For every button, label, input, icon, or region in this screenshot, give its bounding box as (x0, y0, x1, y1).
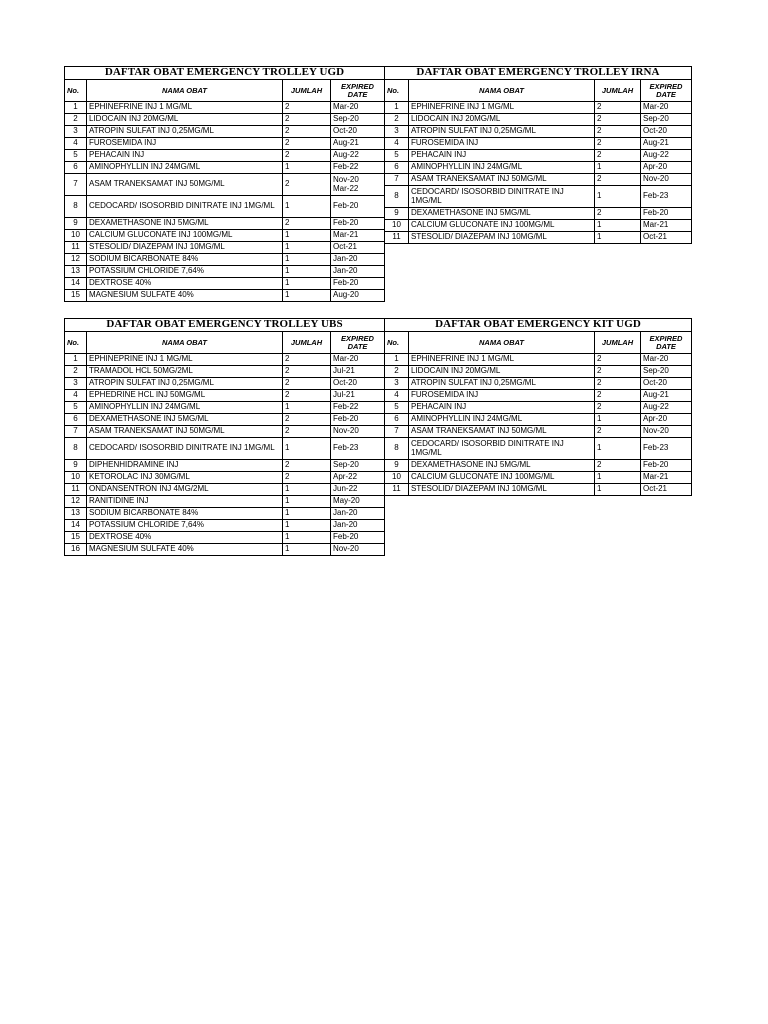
table-row (385, 208, 692, 220)
row-number: 1 (385, 354, 409, 366)
header-jumlah: JUMLAH (283, 80, 331, 102)
expired-date: Mar-21 (331, 230, 385, 242)
quantity: 2 (595, 208, 641, 220)
table-row (65, 242, 385, 254)
header-expired-date: EXPIRED DATE (641, 332, 692, 354)
quantity: 2 (283, 218, 331, 230)
row-number: 3 (65, 126, 87, 138)
table-row (65, 472, 385, 484)
row-number: 4 (385, 390, 409, 402)
row-number: 7 (385, 426, 409, 438)
expired-date: Mar-20 (641, 354, 692, 366)
table-row (65, 174, 385, 196)
quantity: 1 (283, 544, 331, 556)
table-row (65, 162, 385, 174)
table-row (65, 266, 385, 278)
drug-name: LIDOCAIN INJ 20MG/ML (409, 114, 595, 126)
quantity: 2 (595, 426, 641, 438)
quantity: 2 (595, 378, 641, 390)
quantity: 2 (595, 402, 641, 414)
row-number: 9 (385, 460, 409, 472)
quantity: 2 (595, 390, 641, 402)
quantity: 2 (595, 174, 641, 186)
quantity: 1 (595, 472, 641, 484)
table-row (65, 460, 385, 472)
quantity: 2 (283, 126, 331, 138)
row-number: 6 (65, 162, 87, 174)
expired-date: Jan-20 (331, 520, 385, 532)
table-row (385, 426, 692, 438)
quantity: 2 (595, 138, 641, 150)
quantity: 2 (283, 472, 331, 484)
table-trolley-irna (384, 66, 692, 244)
drug-name: ASAM TRANEKSAMAT INJ 50MG/ML (409, 426, 595, 438)
drug-name: MAGNESIUM SULFATE 40% (87, 544, 283, 556)
drug-name: AMINOPHYLLIN INJ 24MG/ML (409, 162, 595, 174)
table-row (65, 114, 385, 126)
header-expired-date: EXPIRED DATE (331, 332, 385, 354)
expired-date: Apr-20 (641, 162, 692, 174)
row-number: 8 (385, 186, 409, 208)
expired-date: Feb-23 (641, 186, 692, 208)
quantity: 1 (283, 230, 331, 242)
expired-date: Jan-20 (331, 508, 385, 520)
quantity: 2 (283, 354, 331, 366)
drug-name: TRAMADOL HCL 50MG/2ML (87, 366, 283, 378)
drug-name: CALCIUM GLUCONATE INJ 100MG/ML (409, 472, 595, 484)
row-number: 15 (65, 290, 87, 302)
table-row (65, 544, 385, 556)
table-row (65, 414, 385, 426)
header-no: No. (65, 332, 87, 354)
table-row (385, 220, 692, 232)
drug-name: ATROPIN SULFAT INJ 0,25MG/ML (87, 378, 283, 390)
table-row (385, 174, 692, 186)
table-row (385, 354, 692, 366)
expired-date: Sep-20 (331, 460, 385, 472)
table-row (385, 114, 692, 126)
table-title: DAFTAR OBAT EMERGENCY TROLLEY IRNA (385, 67, 692, 80)
table-row (65, 532, 385, 544)
quantity: 1 (283, 532, 331, 544)
drug-name: DEXTROSE 40% (87, 532, 283, 544)
drug-name: ATROPIN SULFAT INJ 0,25MG/ML (409, 378, 595, 390)
row-number: 13 (65, 508, 87, 520)
header-no: No. (385, 332, 409, 354)
table-row (65, 390, 385, 402)
row-number: 11 (65, 242, 87, 254)
row-number: 7 (65, 426, 87, 438)
expired-date: Oct-20 (331, 378, 385, 390)
header-nama-obat: NAMA OBAT (87, 332, 283, 354)
drug-name: POTASSIUM CHLORIDE 7,64% (87, 266, 283, 278)
table-row (65, 138, 385, 150)
table-title: DAFTAR OBAT EMERGENCY KIT UGD (385, 319, 692, 332)
expired-date: Feb-22 (331, 402, 385, 414)
table-row (65, 438, 385, 460)
expired-date: Feb-20 (641, 460, 692, 472)
quantity: 1 (283, 508, 331, 520)
drug-name: DEXAMETHASONE INJ 5MG/ML (87, 414, 283, 426)
table-row (65, 366, 385, 378)
quantity: 1 (595, 438, 641, 460)
drug-name: EPHEDRINE HCL INJ 50MG/ML (87, 390, 283, 402)
quantity: 2 (283, 138, 331, 150)
row-number: 6 (385, 414, 409, 426)
quantity: 1 (595, 186, 641, 208)
table-row (385, 186, 692, 208)
table-row (65, 484, 385, 496)
drug-name: RANITIDINE INJ (87, 496, 283, 508)
drug-name: FUROSEMIDA INJ (409, 390, 595, 402)
row-number: 8 (385, 438, 409, 460)
expired-date: Nov-20 (331, 544, 385, 556)
row-number: 11 (65, 484, 87, 496)
quantity: 1 (595, 414, 641, 426)
table-row (385, 402, 692, 414)
table-row (65, 520, 385, 532)
table-row (385, 150, 692, 162)
drug-name: ASAM TRANEKSAMAT INJ 50MG/ML (87, 426, 283, 438)
drug-name: LIDOCAIN INJ 20MG/ML (87, 114, 283, 126)
drug-name: POTASSIUM CHLORIDE 7,64% (87, 520, 283, 532)
table-row (65, 150, 385, 162)
table-row (385, 102, 692, 114)
quantity: 2 (283, 366, 331, 378)
drug-name: STESOLID/ DIAZEPAM INJ 10MG/ML (87, 242, 283, 254)
row-number: 5 (65, 150, 87, 162)
quantity: 1 (283, 520, 331, 532)
table-row (385, 162, 692, 174)
drug-name: EPHINEFRINE INJ 1 MG/ML (409, 102, 595, 114)
drug-name: DIPHENHIDRAMINE INJ (87, 460, 283, 472)
table-row (65, 254, 385, 266)
quantity: 1 (283, 290, 331, 302)
table-row (65, 290, 385, 302)
expired-date: Aug-21 (641, 390, 692, 402)
row-number: 14 (65, 278, 87, 290)
row-number: 8 (65, 196, 87, 218)
row-number: 8 (65, 438, 87, 460)
quantity: 2 (595, 114, 641, 126)
expired-date: Aug-22 (641, 402, 692, 414)
drug-name: CEDOCARD/ ISOSORBID DINITRATE INJ 1MG/ML (87, 438, 283, 460)
table-trolley-ugd (64, 66, 385, 302)
table-row (65, 230, 385, 242)
row-number: 5 (385, 402, 409, 414)
row-number: 13 (65, 266, 87, 278)
table-title: DAFTAR OBAT EMERGENCY TROLLEY UGD (65, 67, 385, 80)
quantity: 2 (283, 390, 331, 402)
expired-date: Feb-20 (641, 208, 692, 220)
drug-name: EPHINEPRINE INJ 1 MG/ML (87, 354, 283, 366)
row-number: 2 (385, 366, 409, 378)
quantity: 2 (595, 102, 641, 114)
expired-date: Nov-20 (641, 426, 692, 438)
row-number: 10 (385, 220, 409, 232)
expired-date: Aug-22 (331, 150, 385, 162)
drug-name: PEHACAIN INJ (87, 150, 283, 162)
expired-date: Oct-20 (331, 126, 385, 138)
quantity: 2 (595, 354, 641, 366)
quantity: 1 (595, 162, 641, 174)
row-number: 11 (385, 484, 409, 496)
table-row (385, 460, 692, 472)
quantity: 1 (283, 484, 331, 496)
quantity: 1 (283, 266, 331, 278)
expired-date: Oct-21 (641, 484, 692, 496)
row-number: 4 (65, 138, 87, 150)
row-number: 2 (65, 114, 87, 126)
quantity: 2 (283, 414, 331, 426)
expired-date: Mar-21 (641, 472, 692, 484)
expired-date: Apr-20 (641, 414, 692, 426)
drug-name: CEDOCARD/ ISOSORBID DINITRATE INJ 1MG/ML (409, 438, 595, 460)
drug-name: ASAM TRANEKSAMAT INJ 50MG/ML (87, 174, 283, 196)
row-number: 10 (65, 230, 87, 242)
drug-name: PEHACAIN INJ (409, 402, 595, 414)
expired-date: Nov-20 Mar-22 (331, 174, 385, 196)
header-nama-obat: NAMA OBAT (409, 80, 595, 102)
expired-date: Feb-20 (331, 414, 385, 426)
header-nama-obat: NAMA OBAT (409, 332, 595, 354)
row-number: 2 (65, 366, 87, 378)
drug-name: CEDOCARD/ ISOSORBID DINITRATE INJ 1MG/ML (87, 196, 283, 218)
drug-name: ATROPIN SULFAT INJ 0,25MG/ML (409, 126, 595, 138)
expired-date: Feb-22 (331, 162, 385, 174)
expired-date: Mar-21 (641, 220, 692, 232)
quantity: 2 (283, 174, 331, 196)
header-nama-obat: NAMA OBAT (87, 80, 283, 102)
row-number: 10 (385, 472, 409, 484)
table-row (385, 138, 692, 150)
expired-date: Oct-21 (641, 232, 692, 244)
table-row (65, 508, 385, 520)
drug-name: FUROSEMIDA INJ (409, 138, 595, 150)
quantity: 2 (283, 102, 331, 114)
quantity: 2 (283, 150, 331, 162)
drug-name: DEXTROSE 40% (87, 278, 283, 290)
quantity: 1 (283, 402, 331, 414)
header-jumlah: JUMLAH (283, 332, 331, 354)
drug-name: FUROSEMIDA INJ (87, 138, 283, 150)
expired-date: May-20 (331, 496, 385, 508)
drug-name: CALCIUM GLUCONATE INJ 100MG/ML (87, 230, 283, 242)
table-row (65, 402, 385, 414)
drug-name: AMINOPHYLLIN INJ 24MG/ML (87, 402, 283, 414)
row-number: 6 (385, 162, 409, 174)
expired-date: Mar-20 (331, 354, 385, 366)
quantity: 1 (283, 242, 331, 254)
row-number: 3 (385, 378, 409, 390)
drug-name: MAGNESIUM SULFATE 40% (87, 290, 283, 302)
row-number: 12 (65, 496, 87, 508)
header-jumlah: JUMLAH (595, 80, 641, 102)
table-row (65, 354, 385, 366)
table-row (385, 414, 692, 426)
expired-date: Jul-21 (331, 390, 385, 402)
expired-date: Feb-20 (331, 278, 385, 290)
expired-date: Jan-20 (331, 254, 385, 266)
header-expired-date: EXPIRED DATE (641, 80, 692, 102)
expired-date: Feb-20 (331, 532, 385, 544)
expired-date: Jan-20 (331, 266, 385, 278)
table-kit-ugd (384, 318, 692, 496)
table-row (65, 102, 385, 114)
drug-name: CALCIUM GLUCONATE INJ 100MG/ML (409, 220, 595, 232)
table-row (385, 472, 692, 484)
table-row (65, 278, 385, 290)
drug-name: ASAM TRANEKSAMAT INJ 50MG/ML (409, 174, 595, 186)
row-number: 7 (385, 174, 409, 186)
header-expired-date: EXPIRED DATE (331, 80, 385, 102)
expired-date: Apr-22 (331, 472, 385, 484)
table-row (385, 438, 692, 460)
drug-name: AMINOPHYLLIN INJ 24MG/ML (87, 162, 283, 174)
quantity: 1 (283, 278, 331, 290)
quantity: 2 (283, 114, 331, 126)
row-number: 1 (65, 102, 87, 114)
row-number: 5 (385, 150, 409, 162)
table-row (385, 126, 692, 138)
expired-date: Oct-20 (641, 378, 692, 390)
expired-date: Aug-21 (641, 138, 692, 150)
row-number: 16 (65, 544, 87, 556)
expired-date: Oct-20 (641, 126, 692, 138)
table-trolley-ubs (64, 318, 385, 556)
row-number: 3 (65, 378, 87, 390)
expired-date: Nov-20 (331, 426, 385, 438)
row-number: 10 (65, 472, 87, 484)
row-number: 7 (65, 174, 87, 196)
expired-date: Nov-20 (641, 174, 692, 186)
quantity: 2 (595, 150, 641, 162)
table-row (65, 426, 385, 438)
expired-date: Sep-20 (331, 114, 385, 126)
table-row (65, 218, 385, 230)
row-number: 11 (385, 232, 409, 244)
expired-date: Oct-21 (331, 242, 385, 254)
expired-date: Mar-20 (641, 102, 692, 114)
drug-name: AMINOPHYLLIN INJ 24MG/ML (409, 414, 595, 426)
drug-name: DEXAMETHASONE INJ 5MG/ML (409, 208, 595, 220)
table-row (65, 126, 385, 138)
row-number: 2 (385, 114, 409, 126)
quantity: 1 (283, 254, 331, 266)
drug-name: STESOLID/ DIAZEPAM INJ 10MG/ML (409, 484, 595, 496)
drug-name: DEXAMETHASONE INJ 5MG/ML (87, 218, 283, 230)
table-row (385, 232, 692, 244)
row-number: 14 (65, 520, 87, 532)
header-no: No. (65, 80, 87, 102)
quantity: 1 (283, 162, 331, 174)
expired-date: Aug-20 (331, 290, 385, 302)
drug-name: STESOLID/ DIAZEPAM INJ 10MG/ML (409, 232, 595, 244)
drug-name: ONDANSENTRON INJ 4MG/2ML (87, 484, 283, 496)
table-row (385, 366, 692, 378)
quantity: 2 (283, 426, 331, 438)
row-number: 5 (65, 402, 87, 414)
row-number: 12 (65, 254, 87, 266)
expired-date: Sep-20 (641, 366, 692, 378)
expired-date: Sep-20 (641, 114, 692, 126)
quantity: 1 (283, 496, 331, 508)
expired-date: Mar-20 (331, 102, 385, 114)
drug-name: ATROPIN SULFAT INJ 0,25MG/ML (87, 126, 283, 138)
drug-name: EPHINEFRINE INJ 1 MG/ML (409, 354, 595, 366)
quantity: 1 (595, 232, 641, 244)
drug-name: KETOROLAC INJ 30MG/ML (87, 472, 283, 484)
drug-name: DEXAMETHASONE INJ 5MG/ML (409, 460, 595, 472)
quantity: 2 (595, 460, 641, 472)
table-row (385, 390, 692, 402)
expired-date: Feb-20 (331, 218, 385, 230)
row-number: 15 (65, 532, 87, 544)
expired-date: Feb-23 (641, 438, 692, 460)
header-no: No. (385, 80, 409, 102)
quantity: 1 (595, 220, 641, 232)
quantity: 2 (595, 126, 641, 138)
table-title: DAFTAR OBAT EMERGENCY TROLLEY UBS (65, 319, 385, 332)
quantity: 2 (283, 460, 331, 472)
row-number: 1 (385, 102, 409, 114)
drug-name: LIDOCAIN INJ 20MG/ML (409, 366, 595, 378)
row-number: 6 (65, 414, 87, 426)
quantity: 2 (283, 378, 331, 390)
quantity: 1 (283, 196, 331, 218)
row-number: 3 (385, 126, 409, 138)
drug-name: PEHACAIN INJ (409, 150, 595, 162)
table-row (65, 196, 385, 218)
row-number: 9 (65, 218, 87, 230)
expired-date: Feb-20 (331, 196, 385, 218)
row-number: 4 (385, 138, 409, 150)
quantity: 1 (283, 438, 331, 460)
row-number: 1 (65, 354, 87, 366)
drug-name: SODIUM BICARBONATE 84% (87, 508, 283, 520)
expired-date: Aug-22 (641, 150, 692, 162)
table-row (385, 484, 692, 496)
drug-name: CEDOCARD/ ISOSORBID DINITRATE INJ 1MG/ML (409, 186, 595, 208)
quantity: 1 (595, 484, 641, 496)
expired-date: Aug-21 (331, 138, 385, 150)
expired-date: Jul-21 (331, 366, 385, 378)
table-row (65, 378, 385, 390)
drug-name: EPHINEFRINE INJ 1 MG/ML (87, 102, 283, 114)
row-number: 9 (65, 460, 87, 472)
quantity: 2 (595, 366, 641, 378)
table-row (385, 378, 692, 390)
drug-name: SODIUM BICARBONATE 84% (87, 254, 283, 266)
row-number: 4 (65, 390, 87, 402)
table-row (65, 496, 385, 508)
header-jumlah: JUMLAH (595, 332, 641, 354)
expired-date: Feb-23 (331, 438, 385, 460)
row-number: 9 (385, 208, 409, 220)
expired-date: Jun-22 (331, 484, 385, 496)
